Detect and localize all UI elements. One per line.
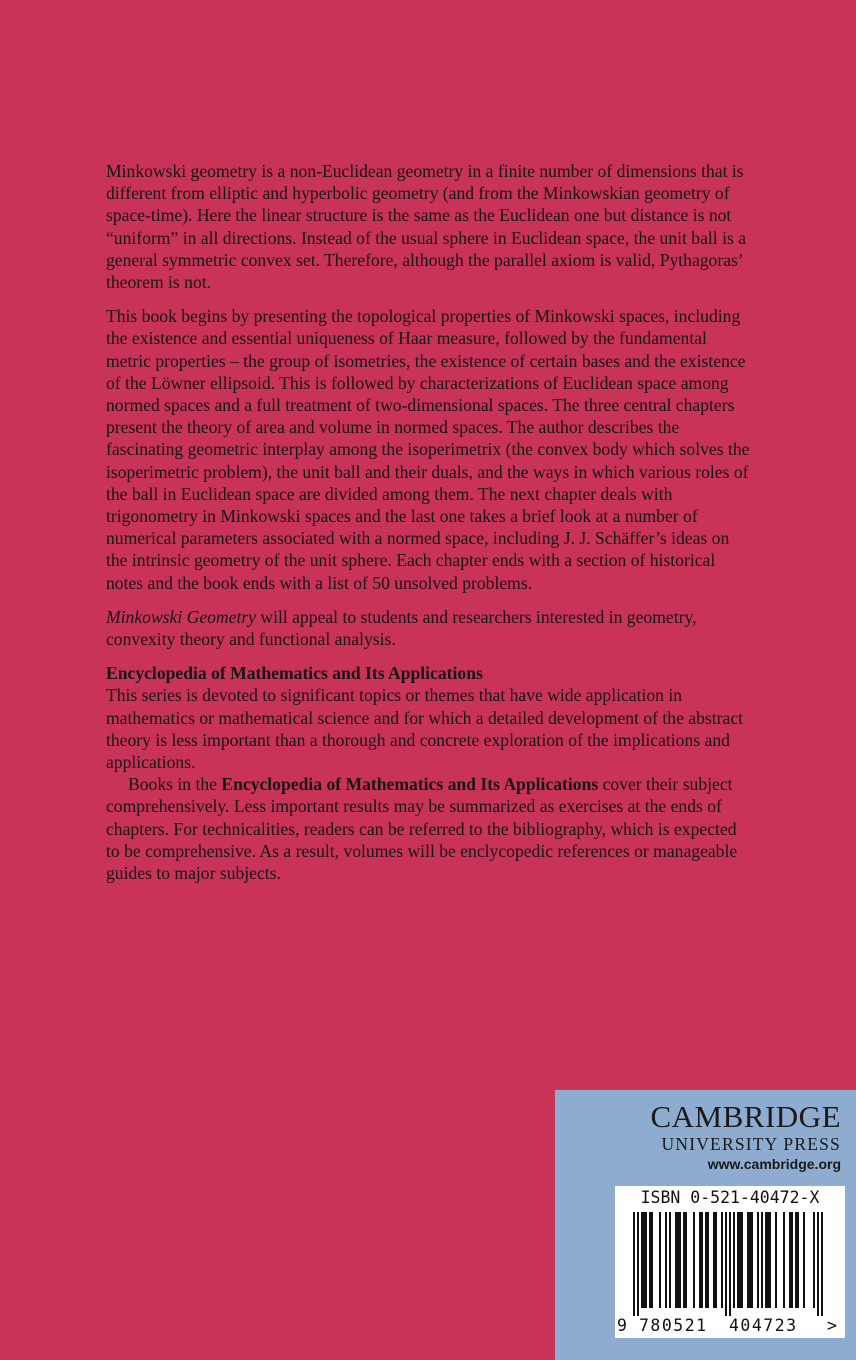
- book-title-italic: Minkowski Geometry: [106, 606, 256, 627]
- barcode-bar: [669, 1212, 671, 1308]
- barcode-bar: [817, 1212, 819, 1316]
- barcode-bar: [737, 1212, 739, 1308]
- barcode-label: [615, 1186, 845, 1338]
- barcode-bar: [729, 1212, 731, 1316]
- blurb-paragraph-1: Minkowski geometry is a non-Euclidean geometry in a finite number of dimensions that is different from elliptic and hyperbolic geometry (and from the Minkowskian geometry of space-time). Here the linear structure is the same as the Euclidean one but distance is not “uniform” in all directions. Instead of the usual sphere in Euclidean space, the unit ball is a general symmetric convex set. Therefore, although the parallel axiom is valid, Pythagoras’ theorem is not.: [106, 161, 747, 293]
- barcode-bar: [715, 1212, 717, 1308]
- barcode-bar: [641, 1212, 643, 1308]
- barcode-bar: [813, 1212, 815, 1308]
- series-books-prefix: Books in the: [128, 774, 222, 795]
- barcode-bar: [821, 1212, 823, 1316]
- barcode-bar: [713, 1212, 715, 1308]
- series-name-bold: Encyclopedia of Mathematics and Its Applications: [221, 774, 599, 795]
- barcode-bar: [761, 1212, 763, 1308]
- barcode-bar: [643, 1212, 645, 1308]
- barcode-bar: [765, 1212, 767, 1308]
- isbn-label: ISBN 0-521-40472-X: [640, 1188, 820, 1207]
- ean-left-group: 780521: [639, 1316, 708, 1335]
- barcode-bar: [633, 1212, 635, 1316]
- ean-right-group: 404723: [729, 1316, 798, 1335]
- series-description: This series is devoted to significant topics or themes that have wide application in mathematics or mathematical science and for which a detailed development of the abstract theory is less important than a thorough and concrete exploration of the implications and applications.: [106, 685, 744, 773]
- barcode-bar: [797, 1212, 799, 1308]
- barcode-bar: [803, 1212, 805, 1308]
- series-books-rest: cover their subject comprehensively. Less important results may be summarized as exercises at the ends of chapters. For technicalities, readers can be referred to the bibliography, which is expected to be comprehensive. As a result, volumes will be enclycopedic references or manageable guides to major subjects.: [106, 774, 738, 884]
- publisher-name: CAMBRIDGE: [650, 1099, 841, 1134]
- barcode-bar: [775, 1212, 777, 1308]
- barcode-bar: [637, 1212, 639, 1316]
- barcode-bar: [751, 1212, 753, 1308]
- publisher-subtitle: UNIVERSITY PRESS: [661, 1134, 841, 1154]
- ean-quiet-zone-marker: >: [827, 1316, 837, 1335]
- barcode-bar: [701, 1212, 703, 1308]
- barcode-bar: [725, 1212, 727, 1316]
- barcode-bar: [659, 1212, 661, 1308]
- barcode-bar: [769, 1212, 771, 1308]
- barcode-bar: [683, 1212, 685, 1308]
- barcode-bar: [675, 1212, 677, 1308]
- barcode-bar: [795, 1212, 797, 1308]
- barcode-bar: [677, 1212, 679, 1308]
- blurb-text: [106, 160, 754, 884]
- barcode-bar: [651, 1212, 653, 1308]
- blurb-paragraph-2: This book begins by presenting the topological properties of Minkowski spaces, including the existence and essential uniqueness of Haar measure, followed by the fundamental metric properties – the group of isometries, the existence of certain bases and the existence of the Löwner ellipsoid. This is followed by characterizations of Euclidean space among normed spaces and a full treatment of two-dimensional spaces. The three central chapters present the theory of area and volume in normed spaces. The author describes the fascinating geometric interplay among the isoperimetrix (the convex body which solves the isoperimetric problem), the unit ball and their duals, and the ways in which various roles of the ball in Euclidean space are divided among them. The next chapter deals with trigonometry in Minkowski spaces and the last one takes a brief look at a number of numerical parameters associated with a normed space, including J. J. Schäffer’s ideas on the intrinsic geometry of the unit sphere. Each chapter ends with a section of historical notes and the book ends with a list of 50 unsolved problems.: [106, 306, 750, 593]
- series-heading: Encyclopedia of Mathematics and Its Applications: [106, 663, 483, 684]
- barcode-bar: [707, 1212, 709, 1308]
- barcode-bars: [629, 1212, 831, 1316]
- barcode-bar: [789, 1212, 791, 1308]
- series-books-paragraph: [106, 773, 754, 884]
- barcode-bar: [645, 1212, 647, 1308]
- barcode-bar: [705, 1212, 707, 1308]
- barcode-bar: [791, 1212, 793, 1308]
- barcode-bar: [699, 1212, 701, 1308]
- blurb-paragraph-3-rest: will appeal to students and researchers interested in geometry, convexity theory and functional analysis.: [106, 606, 697, 650]
- barcode-bar: [767, 1212, 769, 1308]
- barcode-bar: [721, 1212, 723, 1308]
- barcode-bar: [741, 1212, 743, 1308]
- barcode-bar: [747, 1212, 749, 1308]
- barcode-bar: [685, 1212, 687, 1308]
- barcode-bar: [733, 1212, 735, 1308]
- barcode-bar: [783, 1212, 785, 1308]
- barcode-bar: [749, 1212, 751, 1308]
- barcode-bar: [693, 1212, 695, 1308]
- barcode-bar: [649, 1212, 651, 1308]
- barcode-bar: [757, 1212, 759, 1308]
- ean-lead-digit: 9: [617, 1316, 627, 1335]
- barcode-bar: [739, 1212, 741, 1308]
- barcode-bar: [679, 1212, 681, 1308]
- publisher-url: www.cambridge.org: [707, 1156, 841, 1172]
- publisher-panel: [555, 1090, 856, 1360]
- barcode-bar: [665, 1212, 667, 1308]
- blurb-paragraph-3: [106, 606, 754, 650]
